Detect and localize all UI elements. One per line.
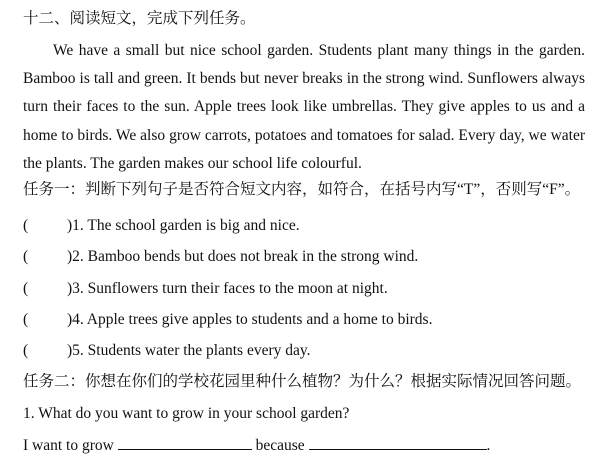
judgement-item-4 — [23, 310, 432, 330]
judgement-text: )2. Bamboo bends but does not break in the strong wind. — [67, 248, 419, 265]
judgement-item-5 — [23, 341, 310, 361]
judgement-item-3 — [23, 279, 388, 299]
answer-paren[interactable]: ( — [23, 217, 29, 234]
answer-paren[interactable]: ( — [23, 280, 29, 297]
answer-paren[interactable]: ( — [23, 342, 29, 359]
reading-passage — [23, 37, 585, 178]
grow-answer-blank[interactable] — [118, 435, 252, 450]
answer-paren[interactable]: ( — [23, 248, 29, 265]
judgement-text: )5. Students water the plants every day. — [67, 342, 311, 359]
task2-instruction: 任务二：你想在你们的学校花园里种什么植物？为什么？根据实际情况回答问题。 — [23, 373, 582, 390]
task2-question: 1. What do you want to grow in your school garden? — [23, 405, 350, 422]
task1-instruction: 任务一：判断下列句子是否符合短文内容，如符合，在括号内写“T”，否则写“F”。 — [23, 181, 581, 198]
judgement-text: )1. The school garden is big and nice. — [67, 217, 300, 234]
passage-text: We have a small but nice school garden. Students plant many things in the garden. Bamboo is tall and green. It bends but never breaks in the strong wind. Sunflowers always turn their faces to the sun. Apple trees look like umbrellas. They give apples to us and a home to birds. We also grow carrots, potatoes and tomatoes for salad. Every day, we water the plants. The garden makes our school life colourful. — [23, 42, 585, 172]
answer-because: because — [255, 437, 305, 454]
task2-answer-line — [23, 435, 490, 456]
judgement-item-1 — [23, 216, 300, 236]
judgement-text: )4. Apple trees give apples to students and a home to birds. — [67, 311, 433, 328]
answer-paren[interactable]: ( — [23, 311, 29, 328]
reason-answer-blank[interactable] — [309, 435, 487, 450]
judgement-text: )3. Sunflowers turn their faces to the moon at night. — [67, 280, 388, 297]
judgement-item-2 — [23, 247, 418, 267]
section-title: 十二、阅读短文，完成下列任务。 — [23, 10, 256, 27]
answer-prefix: I want to grow — [23, 437, 114, 454]
answer-period: . — [486, 437, 491, 454]
